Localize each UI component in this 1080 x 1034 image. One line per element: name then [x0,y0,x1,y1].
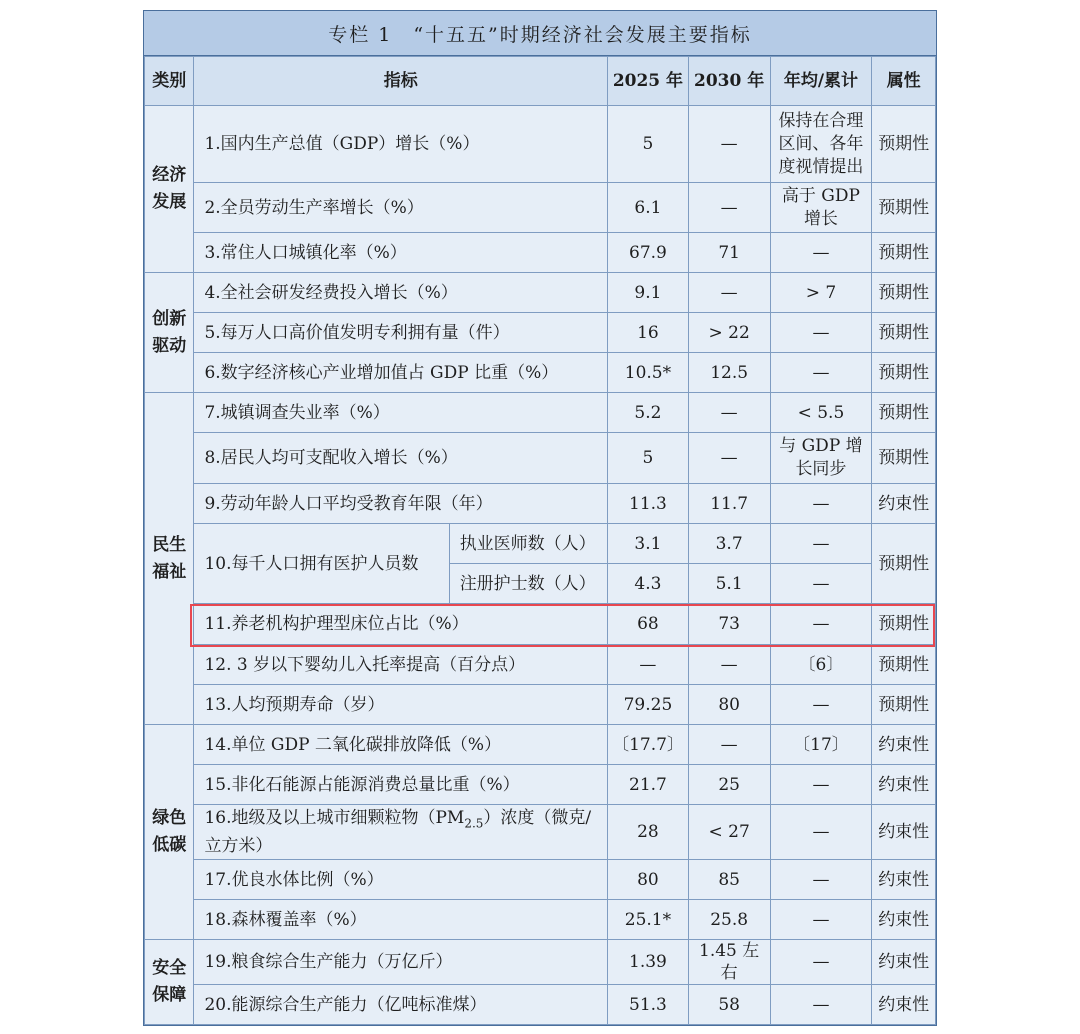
indicator-cell: 20.能源综合生产能力（亿吨标准煤） [194,985,608,1025]
category-cell: 安全保障 [145,940,194,1025]
attribute-cell: 约束性 [872,805,936,860]
category-cell: 绿色低碳 [145,725,194,940]
value-2030: — [688,273,770,313]
indicator-text: 16.地级及以上城市细颗粒物（PM [204,808,465,829]
average-cell: — [770,860,872,900]
value-2025: 10.5* [608,353,689,393]
indicator-cell: 14.单位 GDP 二氧化碳排放降低（%） [194,725,608,765]
value-2030: — [688,183,770,233]
table-row [145,940,936,985]
value-2030: — [688,725,770,765]
value-2025: 79.25 [608,685,689,725]
attribute-cell: 预期性 [872,685,936,725]
average-cell: < 5.5 [770,393,872,433]
indicator-cell: 18.森林覆盖率（%） [194,900,608,940]
value-2030: 11.7 [688,484,770,524]
table-row [145,313,936,353]
table-row [145,985,936,1025]
average-cell: — [770,604,872,645]
indicator-cell [194,805,608,860]
value-2025: 21.7 [608,765,689,805]
value-2030: 58 [688,985,770,1025]
indicator-cell: 19.粮食综合生产能力（万亿斤） [194,940,608,985]
table-row [145,433,936,484]
indicator-cell: 11.养老机构护理型床位占比（%） [194,604,608,645]
average-cell: — [770,524,872,564]
indicator-cell: 10.每千人口拥有医护人员数 [194,524,449,604]
table-row [145,233,936,273]
indicator-cell: 8.居民人均可支配收入增长（%） [194,433,608,484]
category-cell: 经济发展 [145,106,194,273]
indicator-cell: 4.全社会研发经费投入增长（%） [194,273,608,313]
attribute-cell: 预期性 [872,106,936,183]
indicator-cell: 6.数字经济核心产业增加值占 GDP 比重（%） [194,353,608,393]
value-2025: 51.3 [608,985,689,1025]
header-attribute: 属性 [872,57,936,106]
header-2030: 2030 年 [688,57,770,106]
average-cell: — [770,985,872,1025]
average-cell: — [770,900,872,940]
attribute-cell: 预期性 [872,273,936,313]
attribute-cell: 预期性 [872,524,936,604]
table-row [145,484,936,524]
attribute-cell: 约束性 [872,484,936,524]
category-cell: 民生福祉 [145,393,194,725]
value-2030: 3.7 [688,524,770,564]
value-2030: 1.45 左右 [688,940,770,985]
attribute-cell: 预期性 [872,353,936,393]
table-row [145,860,936,900]
table-row [145,393,936,433]
attribute-cell: 约束性 [872,765,936,805]
indicator-cell: 13.人均预期寿命（岁） [194,685,608,725]
header-category: 类别 [145,57,194,106]
indicator-cell: 2.全员劳动生产率增长（%） [194,183,608,233]
average-cell: — [770,805,872,860]
attribute-cell: 预期性 [872,233,936,273]
indicator-table-panel [143,10,937,1026]
table-row [145,805,936,860]
value-2030: < 27 [688,805,770,860]
value-2025: 5 [608,106,689,183]
value-2030: > 22 [688,313,770,353]
average-cell: 高于 GDP 增长 [770,183,872,233]
indicator-text: ）浓度（微克/立方米） [204,808,592,856]
table-row [145,685,936,725]
attribute-cell: 预期性 [872,604,936,645]
value-2025: 3.1 [608,524,689,564]
value-2025: 〔17.7〕 [608,725,689,765]
average-cell: — [770,940,872,985]
value-2025: 67.9 [608,233,689,273]
average-cell: — [770,233,872,273]
value-2030: — [688,393,770,433]
table-title: 专栏 1 “十五五”时期经济社会发展主要指标 [144,11,936,56]
average-cell: — [770,353,872,393]
table-row [145,725,936,765]
average-cell: 〔17〕 [770,725,872,765]
value-2025: 5 [608,433,689,484]
subscript-text: 2.5 [464,816,484,831]
value-2030: 25 [688,765,770,805]
value-2030: 5.1 [688,564,770,604]
average-cell: — [770,564,872,604]
value-2025: 4.3 [608,564,689,604]
value-2030: 25.8 [688,900,770,940]
value-2025: 28 [608,805,689,860]
average-cell: — [770,313,872,353]
average-cell: — [770,484,872,524]
value-2030: — [688,645,770,685]
indicator-cell: 5.每万人口高价值发明专利拥有量（件） [194,313,608,353]
attribute-cell: 预期性 [872,393,936,433]
value-2025: 5.2 [608,393,689,433]
value-2030: — [688,433,770,484]
table-row [145,183,936,233]
attribute-cell: 约束性 [872,725,936,765]
table-row-highlighted [145,604,936,645]
value-2025: 25.1* [608,900,689,940]
value-2030: — [688,106,770,183]
sub-indicator-cell: 注册护士数（人） [449,564,607,604]
value-2030: 85 [688,860,770,900]
attribute-cell: 约束性 [872,985,936,1025]
header-row [145,57,936,106]
sub-indicator-cell: 执业医师数（人） [449,524,607,564]
value-2025: 80 [608,860,689,900]
average-cell: — [770,765,872,805]
average-cell: 与 GDP 增长同步 [770,433,872,484]
indicator-cell: 7.城镇调查失业率（%） [194,393,608,433]
average-cell: 〔6〕 [770,645,872,685]
value-2030: 71 [688,233,770,273]
table-row [145,900,936,940]
value-2025: 6.1 [608,183,689,233]
value-2025: 1.39 [608,940,689,985]
value-2025: 16 [608,313,689,353]
value-2030: 80 [688,685,770,725]
indicator-cell: 9.劳动年龄人口平均受教育年限（年） [194,484,608,524]
table-row [145,524,936,564]
average-cell: — [770,685,872,725]
attribute-cell: 预期性 [872,313,936,353]
indicator-cell: 17.优良水体比例（%） [194,860,608,900]
header-indicator: 指标 [194,57,608,106]
table-row [145,353,936,393]
value-2025: 68 [608,604,689,645]
attribute-cell: 约束性 [872,940,936,985]
value-2030: 12.5 [688,353,770,393]
attribute-cell: 预期性 [872,183,936,233]
indicator-cell: 1.国内生产总值（GDP）增长（%） [194,106,608,183]
attribute-cell: 预期性 [872,645,936,685]
table-row [145,645,936,685]
header-2025: 2025 年 [608,57,689,106]
value-2030: 73 [688,604,770,645]
attribute-cell: 约束性 [872,900,936,940]
table-row [145,273,936,313]
indicator-cell: 3.常住人口城镇化率（%） [194,233,608,273]
attribute-cell: 约束性 [872,860,936,900]
header-average: 年均/累计 [770,57,872,106]
value-2025: 9.1 [608,273,689,313]
indicator-cell: 12. 3 岁以下婴幼儿入托率提高（百分点） [194,645,608,685]
indicator-table [144,56,936,1025]
indicator-cell: 15.非化石能源占能源消费总量比重（%） [194,765,608,805]
value-2025: 11.3 [608,484,689,524]
attribute-cell: 预期性 [872,433,936,484]
table-row [145,765,936,805]
average-cell: 保持在合理区间、各年度视情提出 [770,106,872,183]
value-2025: — [608,645,689,685]
category-cell: 创新驱动 [145,273,194,393]
average-cell: > 7 [770,273,872,313]
table-row [145,106,936,183]
